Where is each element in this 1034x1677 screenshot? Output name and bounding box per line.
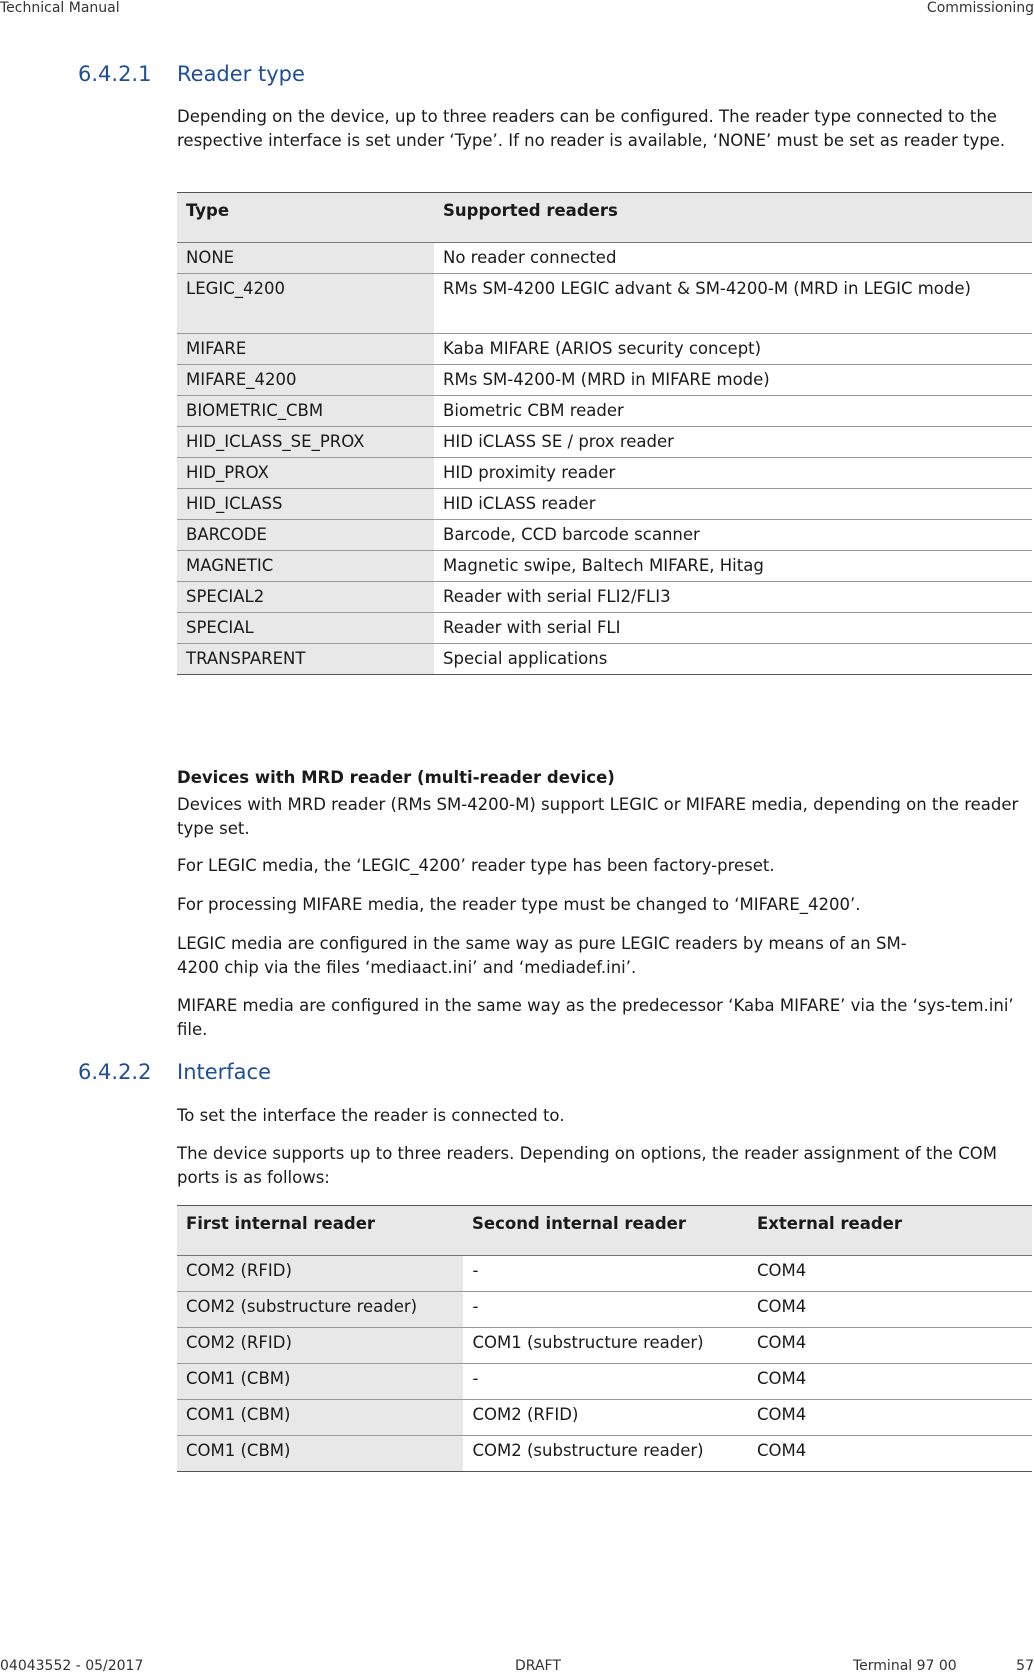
page-number: 57 (1016, 1658, 1034, 1674)
table-row (177, 489, 1032, 520)
table-row (177, 644, 1032, 675)
second-reader-cell: COM1 (substructure reader) (463, 1328, 748, 1364)
section-intro: Depending on the device, up to three readers can be configured. The reader type connected to the respective interface is set under ‘Type’. If no reader is available, ‘NONE’ must be set as reader type. (177, 107, 1006, 150)
type-cell: MAGNETIC (177, 551, 434, 582)
type-cell: TRANSPARENT (177, 644, 434, 675)
section-number: 6.4.2.1 (78, 62, 152, 86)
first-reader-cell: COM1 (CBM) (177, 1436, 463, 1472)
readers-cell: HID proximity reader (434, 458, 1032, 489)
table-row (177, 396, 1032, 427)
table-row (177, 551, 1032, 582)
type-cell: NONE (177, 243, 434, 274)
table-row (177, 243, 1032, 274)
table-row (177, 1364, 1032, 1400)
table-row (177, 1328, 1032, 1364)
first-reader-cell: COM1 (CBM) (177, 1400, 463, 1436)
readers-cell: Reader with serial FLI (434, 613, 1032, 644)
second-reader-cell: COM2 (substructure reader) (463, 1436, 748, 1472)
type-cell: LEGIC_4200 (177, 274, 434, 334)
external-reader-cell: COM4 (748, 1364, 1032, 1400)
second-reader-cell: - (463, 1364, 748, 1400)
readers-cell: Kaba MIFARE (ARIOS security concept) (434, 334, 1032, 365)
table-row (177, 613, 1032, 644)
table-row (177, 334, 1032, 365)
column-header: Second internal reader (463, 1206, 748, 1256)
second-reader-cell: COM2 (RFID) (463, 1400, 748, 1436)
readers-cell: RMs SM-4200 LEGIC advant & SM-4200-M (MRD in LEGIC mode) (434, 274, 1032, 334)
column-header: Type (177, 193, 434, 243)
readers-cell: Special applications (434, 644, 1032, 675)
reader-type-table (177, 192, 1032, 675)
type-cell: BARCODE (177, 520, 434, 551)
table-row (177, 427, 1032, 458)
table-row (177, 1256, 1032, 1292)
first-reader-cell: COM2 (RFID) (177, 1328, 463, 1364)
table-header-row (177, 1206, 1032, 1256)
first-reader-cell: COM1 (CBM) (177, 1364, 463, 1400)
external-reader-cell: COM4 (748, 1400, 1032, 1436)
readers-cell: HID iCLASS reader (434, 489, 1032, 520)
mrd-paragraph: For LEGIC media, the ‘LEGIC_4200’ reader type has been factory-preset. (177, 856, 775, 875)
readers-cell: Barcode, CCD barcode scanner (434, 520, 1032, 551)
readers-cell: Reader with serial FLI2/FLI3 (434, 582, 1032, 613)
section-paragraph: The device supports up to three readers. Depending on options, the reader assignment of the COM ports is as follows: (177, 1144, 997, 1187)
mrd-paragraph: LEGIC media are configured in the same way as pure LEGIC readers by means of an SM-4200 chip via the files ‘mediaact.ini’ and ‘mediadef.ini’. (177, 934, 907, 977)
column-header: Supported readers (434, 193, 1032, 243)
section-paragraph: To set the interface the reader is connected to. (177, 1106, 565, 1125)
com-port-table (177, 1205, 1032, 1472)
table-row (177, 1436, 1032, 1472)
mrd-heading: Devices with MRD reader (multi-reader device) (177, 768, 615, 787)
footer-status: DRAFT (515, 1658, 561, 1674)
readers-cell: RMs SM-4200-M (MRD in MIFARE mode) (434, 365, 1032, 396)
external-reader-cell: COM4 (748, 1436, 1032, 1472)
table-header-row (177, 193, 1032, 243)
external-reader-cell: COM4 (748, 1292, 1032, 1328)
readers-cell: Biometric CBM reader (434, 396, 1032, 427)
type-cell: SPECIAL2 (177, 582, 434, 613)
type-cell: HID_ICLASS_SE_PROX (177, 427, 434, 458)
footer-doc-id: 04043552 - 05/2017 (0, 1658, 144, 1674)
footer-product: Terminal 97 00 (853, 1658, 957, 1674)
table-row (177, 520, 1032, 551)
type-cell: MIFARE (177, 334, 434, 365)
second-reader-cell: - (463, 1292, 748, 1328)
table-row (177, 1400, 1032, 1436)
table-row (177, 365, 1032, 396)
external-reader-cell: COM4 (748, 1256, 1032, 1292)
readers-cell: No reader connected (434, 243, 1032, 274)
table-row (177, 582, 1032, 613)
mrd-paragraph: Devices with MRD reader (RMs SM-4200-M) support LEGIC or MIFARE media, depending on the reader type set. (177, 795, 1019, 838)
type-cell: MIFARE_4200 (177, 365, 434, 396)
mrd-paragraph: MIFARE media are configured in the same way as the predecessor ‘Kaba MIFARE’ via the ‘sys-tem.ini’ file. (177, 996, 1014, 1039)
type-cell: HID_PROX (177, 458, 434, 489)
type-cell: HID_ICLASS (177, 489, 434, 520)
column-header: First internal reader (177, 1206, 463, 1256)
table-row (177, 1292, 1032, 1328)
section-title: Reader type (177, 62, 305, 86)
table-row (177, 274, 1032, 334)
type-cell: SPECIAL (177, 613, 434, 644)
column-header: External reader (748, 1206, 1032, 1256)
readers-cell: Magnetic swipe, Baltech MIFARE, Hitag (434, 551, 1032, 582)
section-number: 6.4.2.2 (78, 1060, 152, 1084)
first-reader-cell: COM2 (substructure reader) (177, 1292, 463, 1328)
type-cell: BIOMETRIC_CBM (177, 396, 434, 427)
second-reader-cell: - (463, 1256, 748, 1292)
running-header-left: Technical Manual (0, 0, 120, 16)
table-row (177, 458, 1032, 489)
mrd-paragraph: For processing MIFARE media, the reader type must be changed to ‘MIFARE_4200’. (177, 895, 861, 914)
readers-cell: HID iCLASS SE / prox reader (434, 427, 1032, 458)
external-reader-cell: COM4 (748, 1328, 1032, 1364)
first-reader-cell: COM2 (RFID) (177, 1256, 463, 1292)
section-title: Interface (177, 1060, 272, 1084)
running-header-right: Commissioning (926, 0, 1034, 16)
